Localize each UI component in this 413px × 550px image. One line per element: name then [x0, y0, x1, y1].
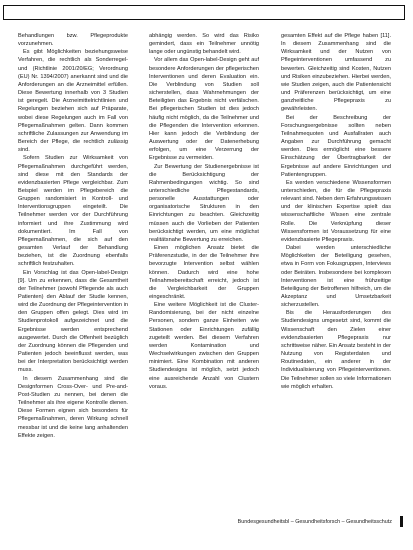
paragraph: gesamten Effekt auf die Pflege haben [11]. In diesem Zusammenhang sind die Wirksamkeit und der Nutzen von Pflegeinterventionen umfassend zu bewerten. Gleichzeitig sind Kosten, Nutzen und Risiken einzubeziehen. Hierbei werden, wie Studien zeigen, auch die Patientensicht und Präferenzen berücksichtigt, um eine ganzheitliche Pflegepraxis zu gewährleisten.: [281, 33, 391, 113]
footer-bar: [400, 516, 403, 527]
paragraph: Vor allem das Open-label-Design geht auf besondere Anforderungen der pflegerischen Interventionen und deren Evaluation ein. Die Verblindung von Studien soll sicherstellen, dass Wahrnehmungen der Beteiligten das Ergebnis nicht verfälschen. Bei pflegerischen Studien ist dies jedoch häufig nicht möglich, da die Teilnehmer und die Pflegenden die Intervention erkennen. Hier kann jedoch die Verblindung der Auswertung oder der Datenerhebung erfolgen, um eine Verzerrung der Ergebnisse zu vermeiden.: [149, 57, 259, 162]
paragraph: In diesem Zusammenhang sind die Designformen Cross-Over- und Pre-and-Post-Studien zu nennen, bei denen die Teilnehmer als ihre eigene Kontrolle dienen. Diese Formen eignen sich besonders für Pflegemaßnahmen, deren Wirkung schnell messbar ist und die keine lang anhaltenden Effekte zeigen.: [18, 375, 128, 439]
text-column-1: [18, 32, 128, 440]
paragraph: Einen möglichen Ansatz bietet die Präferenzstudie, in der die Teilnehmer ihre bevorzugte Intervention selbst wählen können. Dadurch wird eine hohe Teilnahmebereitschaft erreicht, jedoch ist die Vergleichbarkeit der Gruppen eingeschränkt.: [149, 245, 259, 300]
paragraph: Zur Bewertung der Studienergebnisse ist die Berücksichtigung der Rahmenbedingungen wichtig. So sind unterschiedliche Pflegestandards, personelle Ausstattungen oder organisatorische Strukturen in den Einrichtungen zu beachten. Gleichzeitig müssen auch die Vorlieben der Patienten berücksichtigt werden, um eine möglichst realitätsnahe Bewertung zu erreichen.: [149, 163, 259, 243]
paragraph: Eine weitere Möglichkeit ist die Cluster-Randomisierung, bei der nicht einzelne Personen, sondern ganze Einheiten wie Stationen oder Einrichtungen zufällig zugeteilt werden. Bei diesem Verfahren werden Kontamination und Wechselwirkungen zwischen den Gruppen minimiert. Eine Kombination mit anderen Studiendesigns ist möglich, setzt jedoch eine ausreichende Anzahl von Clustern voraus.: [149, 302, 259, 390]
text-column-2: [149, 32, 259, 391]
paragraph: Es gibt Möglichkeiten beziehungsweise Verfahren, die rechtlich als Sonderregel- und (Richtlinie 2001/20/EG; Verordnung (EU) Nr. 1394/2007) anerkannt sind und die Anforderungen an die Arzneimittel erfüllen. Diese Bewertung innerhalb von 3 Studien ist geregelt. Die Arzneimittelrichtlinien und Regelungen beziehen sich auf Präparate, wobei diese Regelungen auch im Fall von Pflegemaßnahmen gelten. Dann kommen schriftliche Zulassungen zur Anwendung im Bereich der Pflege, die rechtlich zulässig sind.: [18, 49, 128, 154]
paragraph: Sofern Studien zur Wirksamkeit von Pflegemaßnahmen durchgeführt werden, sind diese mit den Standards der evidenzbasierten Pflege vergleichbar. Zum Beispiel werden im Pflegebereich die Gruppen randomisiert in Kontroll- und Interventionsgruppen eingeteilt. Die Teilnehmer werden vor der Durchführung informiert und ihre Zustimmung wird dokumentiert. Im Fall von Pflegemaßnahmen, die sich auf den gesamten Verlauf der Behandlung beziehen, ist die Zuordnung ebenfalls schriftlich festzuhalten.: [18, 155, 128, 268]
paragraph: Ein Vorschlag ist das Open-label-Design [9]. Um zu erkennen, dass die Gesamtheit der Teilnehmer (sowohl Pflegende als auch Patienten) den Ablauf der Studie kennen, wird die Zuordnung der Pflegeintervention in den Gruppen offen gelegt. Dies wird im Studienprotokoll aufgezeichnet und die Ergebnisse werden entsprechend ausgewertet. Durch die Offenheit bezüglich der Zuordnung können die Pflegenden und Patienten jedoch beeinflusst werden, was bei der Interpretation berücksichtigt werden muss.: [18, 269, 128, 374]
journal-title: Bundesgesundheitsbl – Gesundheitsforsch – Gesundheitsschutz: [237, 519, 392, 525]
paragraph: Es werden verschiedene Wissensformen unterschieden, die für die Pflegepraxis relevant sind. Neben dem Erfahrungswissen und der klinischen Expertise spielt das wissenschaftliche Wissen eine zentrale Rolle. Die Verknüpfung dieser Wissensformen ist Voraussetzung für eine evidenzbasierte Pflegepraxis.: [281, 179, 391, 243]
paragraph: Dabei werden unterschiedliche Möglichkeiten der Beteiligung gesehen, etwa in Form von Fokusgruppen, Interviews oder Beiräten. Insbesondere bei komplexen Interventionen ist eine frühzeitige Beteiligung der Betroffenen hilfreich, um die Akzeptanz und Umsetzbarkeit sicherzustellen.: [281, 245, 391, 309]
paragraph: abhängig werden. So wird das Risiko gemindert, dass ein Teilnehmer unnötig lange oder ungünstig behandelt wird.: [149, 33, 259, 56]
page-header-box: [3, 5, 405, 20]
paragraph: Behandlungen bzw. Pflegeprodukte vorzunehmen.: [18, 33, 128, 48]
paragraph: Bei der Beschreibung der Forschungsergebnisse sollten neben Teilnahmequoten und Ausfallraten auch Angaben zur Durchführung gemacht werden. Dies ermöglicht eine bessere Einschätzung der Übertragbarkeit der Ergebnisse auf andere Einrichtungen und Patientengruppen.: [281, 114, 391, 178]
paragraph: Bis die Herausforderungen des Studiendesigns umgesetzt sind, kommt die Wissenschaft den Zielen einer evidenzbasierten Pflegepraxis nur schrittweise näher. Ein Ansatz besteht in der Nutzung von Registerdaten und Routinedaten, ein anderer in der Individualisierung von Pflegeinterventionen. Die Teilnehmer sollen so viele Informationen wie möglich erhalten.: [281, 310, 391, 390]
text-column-3: [281, 32, 391, 391]
